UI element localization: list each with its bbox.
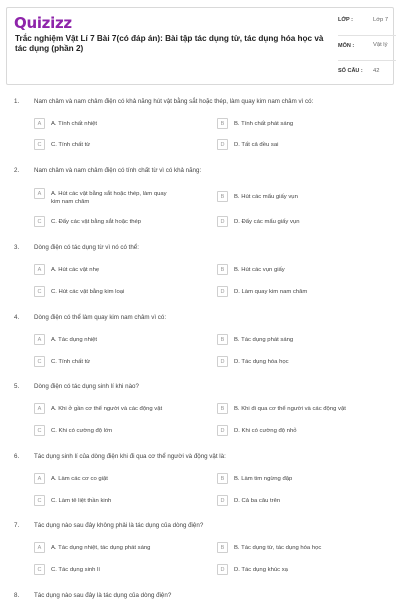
option-d[interactable] bbox=[217, 286, 384, 298]
option-text: A. Tác dụng nhiệt bbox=[51, 336, 98, 343]
meta-divider bbox=[338, 35, 396, 36]
option-letter-box: D bbox=[217, 425, 228, 436]
option-a[interactable] bbox=[34, 334, 201, 346]
option-text: C. Tính chất từ bbox=[51, 358, 91, 365]
question-text: Tác dụng nào sau đây là tác dụng của dòng điện? bbox=[34, 592, 172, 599]
option-letter-box: B bbox=[217, 191, 228, 202]
option-letter-box: A bbox=[34, 118, 45, 129]
option-text: A. Khi ở gần cơ thể người và các động vật bbox=[51, 405, 163, 412]
option-text: C. Khi có cường độ lớn bbox=[51, 427, 113, 434]
worksheet-title: Trắc nghiệm Vật Lí 7 Bài 7(có đáp án): Bài tập tác dụng từ, tác dụng hóa học và tác dụng (phần 2) bbox=[15, 34, 324, 53]
option-text: B. Hút các vụn giấy bbox=[234, 266, 285, 273]
option-text: C. Hút các vật bằng kim loại bbox=[51, 288, 125, 295]
option-letter-box: B bbox=[217, 264, 228, 275]
question-number: 3. bbox=[14, 244, 20, 251]
option-text: B. Tác dụng từ, tác dụng hóa học bbox=[234, 544, 322, 551]
option-d[interactable] bbox=[217, 356, 384, 368]
option-c[interactable] bbox=[34, 286, 201, 298]
option-c[interactable] bbox=[34, 356, 201, 368]
question-text: Dòng điện có tác dụng sinh lí khi nào? bbox=[34, 383, 139, 390]
question-text: Dòng điện có tác dụng từ vì nó có thể: bbox=[34, 244, 139, 251]
question-text: Dòng điện có thể làm quay kim nam châm vì có: bbox=[34, 314, 167, 321]
option-text: D. Khi có cường độ nhỏ bbox=[234, 427, 297, 434]
option-a[interactable] bbox=[34, 403, 201, 415]
option-text: A. Tác dụng nhiệt, tác dụng phát sáng bbox=[51, 544, 151, 551]
option-letter-box: B bbox=[217, 403, 228, 414]
option-text: D. Làm quay kim nam châm bbox=[234, 288, 308, 295]
option-b[interactable] bbox=[217, 191, 384, 203]
option-letter-box: A bbox=[34, 473, 45, 484]
option-letter-box: A bbox=[34, 542, 45, 553]
option-letter-box: B bbox=[217, 542, 228, 553]
option-a[interactable] bbox=[34, 542, 201, 554]
option-letter-box: C bbox=[34, 139, 45, 150]
option-b[interactable] bbox=[217, 542, 384, 554]
option-letter-box: C bbox=[34, 216, 45, 227]
option-text: D. Đẩy các mẩu giấy vụn bbox=[234, 218, 300, 225]
question-number: 4. bbox=[14, 314, 20, 321]
question-number: 8. bbox=[14, 592, 20, 599]
option-c[interactable] bbox=[34, 495, 201, 507]
option-text: D. Tất cả đều sai bbox=[234, 141, 279, 148]
option-letter-box: C bbox=[34, 425, 45, 436]
option-text: D. Tác dụng khúc xạ bbox=[234, 566, 288, 573]
option-d[interactable] bbox=[217, 495, 384, 507]
question-text: Nam châm và nam châm điện có khả năng hút vật bằng sắt hoặc thép, làm quay kim nam châm vì có: bbox=[34, 98, 314, 105]
question-number: 5. bbox=[14, 383, 20, 390]
option-a[interactable] bbox=[34, 473, 201, 485]
option-letter-box: B bbox=[217, 118, 228, 129]
option-text: C. Đẩy các vật bằng sắt hoặc thép bbox=[51, 218, 142, 225]
option-a[interactable] bbox=[34, 264, 201, 276]
meta-divider bbox=[338, 60, 396, 61]
question-text: Nam châm và nam châm điện có tính chất từ vì có khả năng: bbox=[34, 167, 202, 174]
option-text: D. Tác dụng hóa học bbox=[234, 358, 289, 365]
option-text: C. Tính chất từ bbox=[51, 141, 91, 148]
subject-label: MÔN : bbox=[338, 43, 355, 49]
option-text: A. Làm các cơ co giật bbox=[51, 475, 108, 482]
class-label: LỚP : bbox=[338, 17, 353, 23]
question-text: Tác dụng nào sau đây không phải là tác dụng của dòng điện? bbox=[34, 522, 204, 529]
option-text: B. Tính chất phát sáng bbox=[234, 120, 294, 127]
option-text: C. Làm tê liệt thần kinh bbox=[51, 497, 112, 504]
question-text: Tác dụng sinh lí của dòng điện khi đi qua cơ thể người và động vật là: bbox=[34, 453, 226, 460]
option-letter-box: A bbox=[34, 264, 45, 275]
option-d[interactable] bbox=[217, 139, 384, 151]
option-b[interactable] bbox=[217, 403, 400, 415]
option-letter-box: D bbox=[217, 564, 228, 575]
question-number: 1. bbox=[14, 98, 20, 105]
option-letter-box: D bbox=[217, 495, 228, 506]
option-text: B. Hút các mẩu giấy vụn bbox=[234, 193, 298, 200]
option-d[interactable] bbox=[217, 216, 384, 228]
option-letter-box: A bbox=[34, 403, 45, 414]
option-d[interactable] bbox=[217, 425, 384, 437]
option-letter-box: D bbox=[217, 216, 228, 227]
option-letter-box: A bbox=[34, 334, 45, 345]
option-letter-box: C bbox=[34, 495, 45, 506]
option-text: A. Hút các vật nhẹ bbox=[51, 266, 100, 273]
option-c[interactable] bbox=[34, 564, 201, 576]
option-a[interactable] bbox=[34, 118, 201, 130]
worksheet-header bbox=[6, 7, 394, 85]
option-letter-box: D bbox=[217, 286, 228, 297]
option-text: C. Tác dụng sinh lí bbox=[51, 566, 101, 573]
question-number: 2. bbox=[14, 167, 20, 174]
option-b[interactable] bbox=[217, 118, 384, 130]
option-text: B. Khi đi qua cơ thể người và các động vật bbox=[234, 405, 346, 412]
option-letter-box: C bbox=[34, 356, 45, 367]
count-value: 42 bbox=[373, 68, 380, 74]
option-b[interactable] bbox=[217, 264, 384, 276]
option-a[interactable] bbox=[34, 188, 171, 205]
quizizz-logo: Quizizz bbox=[14, 14, 72, 32]
option-letter-box: A bbox=[34, 188, 45, 199]
class-value: Lớp 7 bbox=[373, 17, 389, 23]
option-letter-box: D bbox=[217, 139, 228, 150]
option-c[interactable] bbox=[34, 139, 201, 151]
option-b[interactable] bbox=[217, 334, 384, 346]
option-c[interactable] bbox=[34, 425, 201, 437]
option-d[interactable] bbox=[217, 564, 384, 576]
option-text: B. Tác dụng phát sáng bbox=[234, 336, 294, 343]
count-label: SỐ CÂU : bbox=[338, 68, 363, 74]
question-number: 6. bbox=[14, 453, 20, 460]
option-letter-box: C bbox=[34, 564, 45, 575]
option-letter-box: D bbox=[217, 356, 228, 367]
option-c[interactable] bbox=[34, 216, 201, 228]
option-b[interactable] bbox=[217, 473, 384, 485]
option-letter-box: B bbox=[217, 473, 228, 484]
option-letter-box: C bbox=[34, 286, 45, 297]
option-letter-box: B bbox=[217, 334, 228, 345]
option-text: A. Hút các vật bằng sắt hoặc thép, làm quay kim nam châm bbox=[51, 190, 167, 205]
option-text: A. Tính chất nhiệt bbox=[51, 120, 98, 127]
question-number: 7. bbox=[14, 522, 20, 529]
option-text: B. Làm tim ngừng đập bbox=[234, 475, 293, 482]
option-text: D. Cả ba câu trên bbox=[234, 497, 281, 504]
subject-value: Vật lý bbox=[373, 42, 388, 48]
